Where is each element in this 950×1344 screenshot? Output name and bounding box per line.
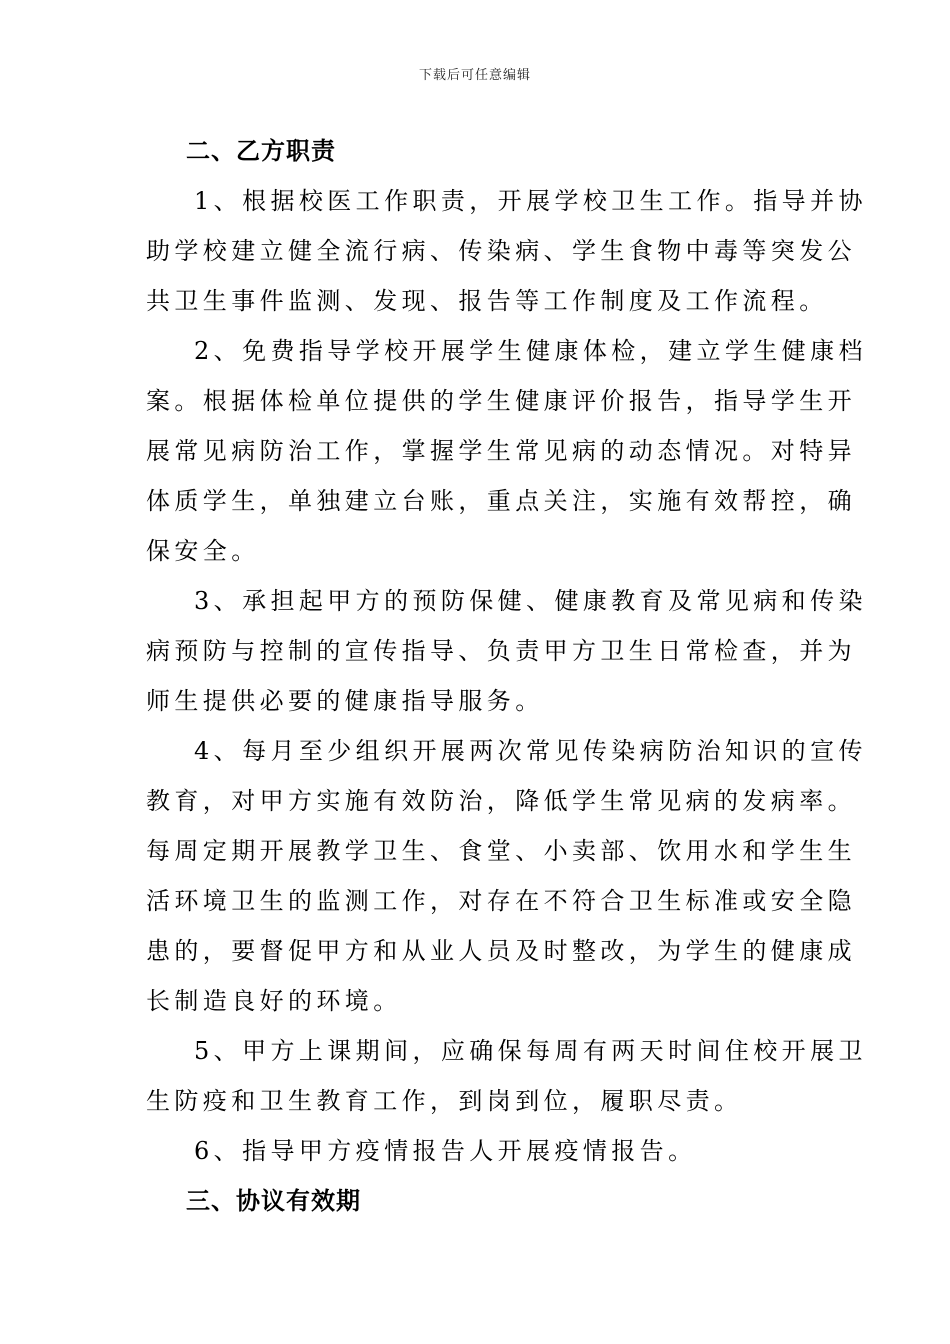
paragraph-line: 病预防与控制的宣传指导、负责甲方卫生日常检查，并为: [146, 637, 856, 665]
paragraph-6: [146, 1126, 810, 1176]
paragraph-line: 案。根据体检单位提供的学生健康评价报告，指导学生开: [146, 387, 856, 415]
section-3-heading: 三、协议有效期: [186, 1186, 361, 1215]
paragraph-line: 4、每月至少组织开展两次常见传染病防治知识的宣传: [194, 737, 867, 765]
paragraph-line: 体质学生，单独建立台账，重点关注，实施有效帮控，确: [146, 487, 856, 515]
paragraph-1: [146, 176, 867, 326]
paragraph-line: 生防疫和卫生教育工作，到岗到位，履职尽责。: [146, 1087, 743, 1115]
paragraph-line: 2、免费指导学校开展学生健康体检，建立学生健康档: [194, 337, 867, 365]
paragraph-line: 活环境卫生的监测工作，对存在不符合卫生标准或安全隐: [146, 887, 856, 915]
paragraph-line: 助学校建立健全流行病、传染病、学生食物中毒等突发公: [146, 237, 856, 265]
paragraph-line: 1、根据校医工作职责，开展学校卫生工作。指导并协: [194, 187, 867, 215]
paragraph-4: [146, 726, 867, 1026]
section-2-heading: 二、乙方职责: [186, 136, 336, 165]
paragraph-3: [146, 576, 867, 726]
paragraph-line: 教育，对甲方实施有效防治，降低学生常见病的发病率。: [146, 787, 856, 815]
section-2-paragraphs: [146, 176, 867, 1176]
paragraph-line: 6、指导甲方疫情报告人开展疫情报告。: [194, 1137, 697, 1165]
paragraph-5: [146, 1026, 867, 1126]
paragraph-line: 5、甲方上课期间，应确保每周有两天时间住校开展卫: [194, 1037, 867, 1065]
document-body: [146, 126, 867, 1226]
paragraph-line: 师生提供必要的健康指导服务。: [146, 687, 544, 715]
paragraph-line: 每周定期开展教学卫生、食堂、小卖部、饮用水和学生生: [146, 837, 856, 865]
paragraph-line: 展常见病防治工作，掌握学生常见病的动态情况。对特异: [146, 437, 856, 465]
page-header: 下载后可任意编辑: [418, 68, 531, 83]
paragraph-line: 共卫生事件监测、发现、报告等工作制度及工作流程。: [146, 287, 828, 315]
paragraph-line: 3、承担起甲方的预防保健、健康教育及常见病和传染: [194, 587, 867, 615]
paragraph-line: 长制造良好的环境。: [146, 987, 402, 1015]
paragraph-line: 患的，要督促甲方和从业人员及时整改，为学生的健康成: [146, 937, 856, 965]
paragraph-line: 保安全。: [146, 537, 260, 565]
paragraph-2: [146, 326, 867, 576]
